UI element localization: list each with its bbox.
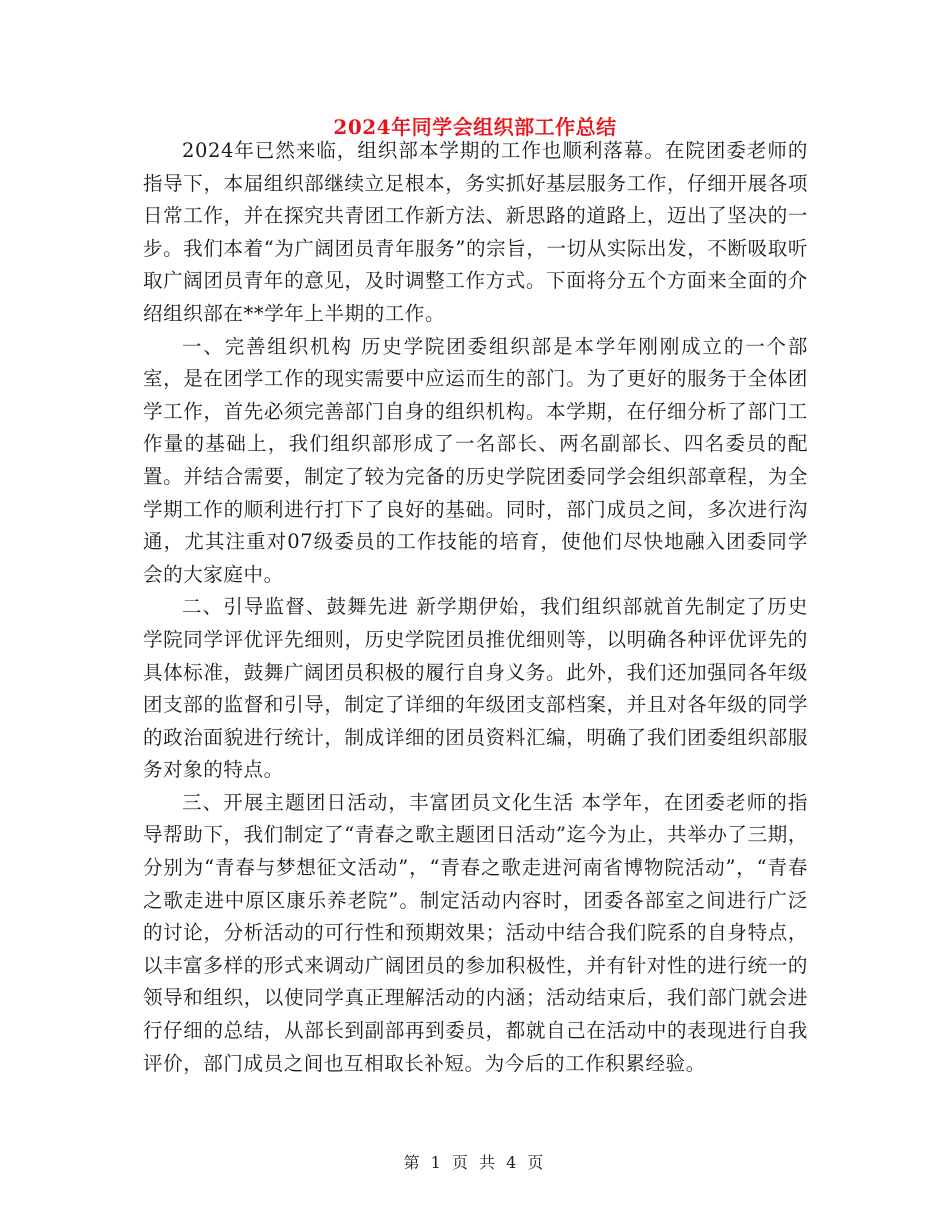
page-number-footer: 第 1 页 共 4 页 <box>403 1153 547 1172</box>
document-body <box>143 135 808 1080</box>
section-1-paragraph: 一、完善组织机构 历史学院团委组织部是本学年刚刚成立的一个部室，是在团学工作的现实需要中应运而生的部门。为了更好的服务于全体团学工作，首先必须完善部门自身的组织机构。本学期，在仔细分析了部门工作量的基础上，我们组织部形成了一名部长、两名副部长、四名委员的配置。并结合需要，制定了较为完备的历史学院团委同学会组织部章程，为全学期工作的顺利进行打下了良好的基础。同时，部门成员之间，多次进行沟通，尤其注重对07级委员的工作技能的培育，使他们尽快地融入团委同学会的大家庭中。 <box>143 334 808 586</box>
intro-paragraph: 2024年已然来临，组织部本学期的工作也顺利落幕。在院团委老师的指导下，本届组织部继续立足根本，务实抓好基层服务工作，仔细开展各项日常工作，并在探究共青团工作新方法、新思路的道路上，迈出了坚决的一步。我们本着“为广阔团员青年服务”的宗旨，一切从实际出发，不断吸取听取广阔团员青年的意见，及时调整工作方式。下面将分五个方面来全面的介绍组织部在**学年上半期的工作。 <box>143 139 808 325</box>
section-3-paragraph: 三、开展主题团日活动，丰富团员文化生活 本学年，在团委老师的指导帮助下，我们制定了“青春之歌主题团日活动”迄今为止，共举办了三期，分别为“青春与梦想征文活动”，“青春之歌走进河南省博物院活动”，“青春之歌走进中原区康乐养老院”。制定活动内容时，团委各部室之间进行广泛的讨论，分析活动的可行性和预期效果；活动中结合我们院系的自身特点，以丰富多样的形式来调动广阔团员的参加积极性，并有针对性的进行统一的领导和组织，以使同学真正理解活动的内涵；活动结束后，我们部门就会进行仔细的总结，从部长到副部再到委员，都就自己在活动中的表现进行自我评价，部门成员之间也互相取长补短。为今后的工作积累经验。 <box>143 790 808 1075</box>
document-title: 2024年同学会组织部工作总结 <box>333 115 617 139</box>
section-2-paragraph: 二、引导监督、鼓舞先进 新学期伊始，我们组织部就首先制定了历史学院同学评优评先细则，历史学院团员推优细则等，以明确各种评优评先的具体标准，鼓舞广阔团员积极的履行自身义务。此外，我们还加强同各年级团支部的监督和引导，制定了详细的年级团支部档案，并且对各年级的同学的政治面貌进行统计，制成详细的团员资料汇编，明确了我们团委组织部服务对象的特点。 <box>143 595 808 782</box>
